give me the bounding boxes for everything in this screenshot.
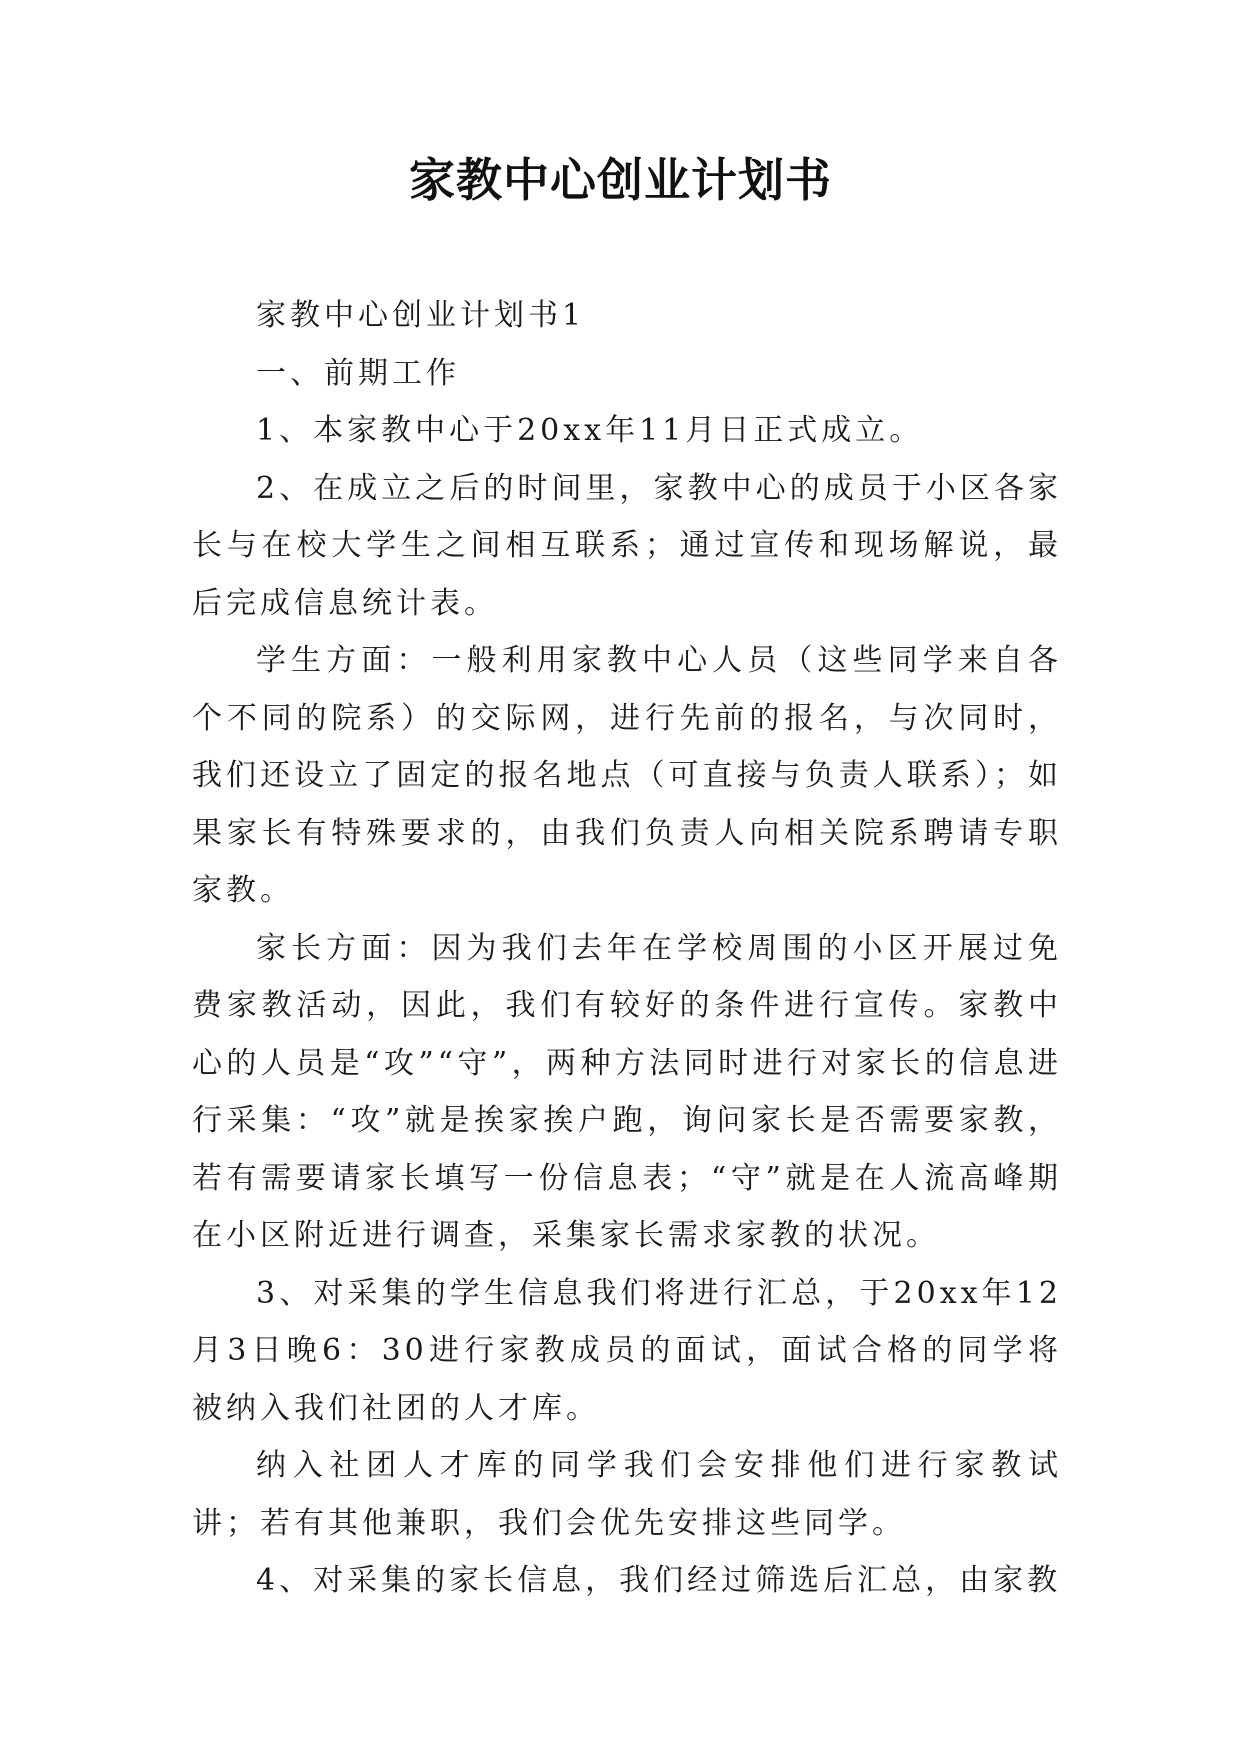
paragraph-students: 学生方面：一般利用家教中心人员（这些同学来自各个不同的院系）的交际网，进行先前的报名，与次同时，我们还设立了固定的报名地点（可直接与负责人联系）；如果家长有特殊要求的，由我们负责人向相关院系聘请专职家教。: [192, 643, 1062, 908]
paragraph-parents: 家长方面：因为我们去年在学校周围的小区开展过免费家教活动，因此，我们有较好的条件进行宣传。家教中心的人员是“攻”“守”，两种方法同时进行对家长的信息进行采集：“攻”就是挨家挨户跑，询问家长是否需要家教，若有需要请家长填写一份信息表；“守”就是在人流高峰期在小区附近进行调查，采集家长需求家教的状况。: [192, 930, 1062, 1253]
paragraph-heading-plan-1: 家教中心创业计划书1: [256, 298, 586, 333]
paragraph-item-1: 1、本家教中心于20xx年11月日正式成立。: [256, 413, 924, 448]
paragraph-item-2: 2、在成立之后的时间里，家教中心的成员于小区各家长与在校大学生之间相互联系；通过宣传和现场解说，最后完成信息统计表。: [192, 470, 1062, 621]
paragraph-talent-pool: 纳入社团人才库的同学我们会安排他们进行家教试讲；若有其他兼职，我们会优先安排这些同学。: [192, 1448, 1062, 1541]
paragraph-section-preliminary-work: 一、前期工作: [256, 355, 460, 391]
document-title: 家教中心创业计划书: [409, 153, 832, 207]
paragraph-item-4: 4、对采集的家长信息，我们经过筛选后汇总，由家教: [256, 1563, 1062, 1598]
document-body: [192, 287, 1062, 1610]
paragraph-item-3: 3、对采集的学生信息我们将进行汇总，于20xx年12月3日晚6：30进行家教成员的面试，面试合格的同学将被纳入我们社团的人才库。: [192, 1275, 1062, 1426]
